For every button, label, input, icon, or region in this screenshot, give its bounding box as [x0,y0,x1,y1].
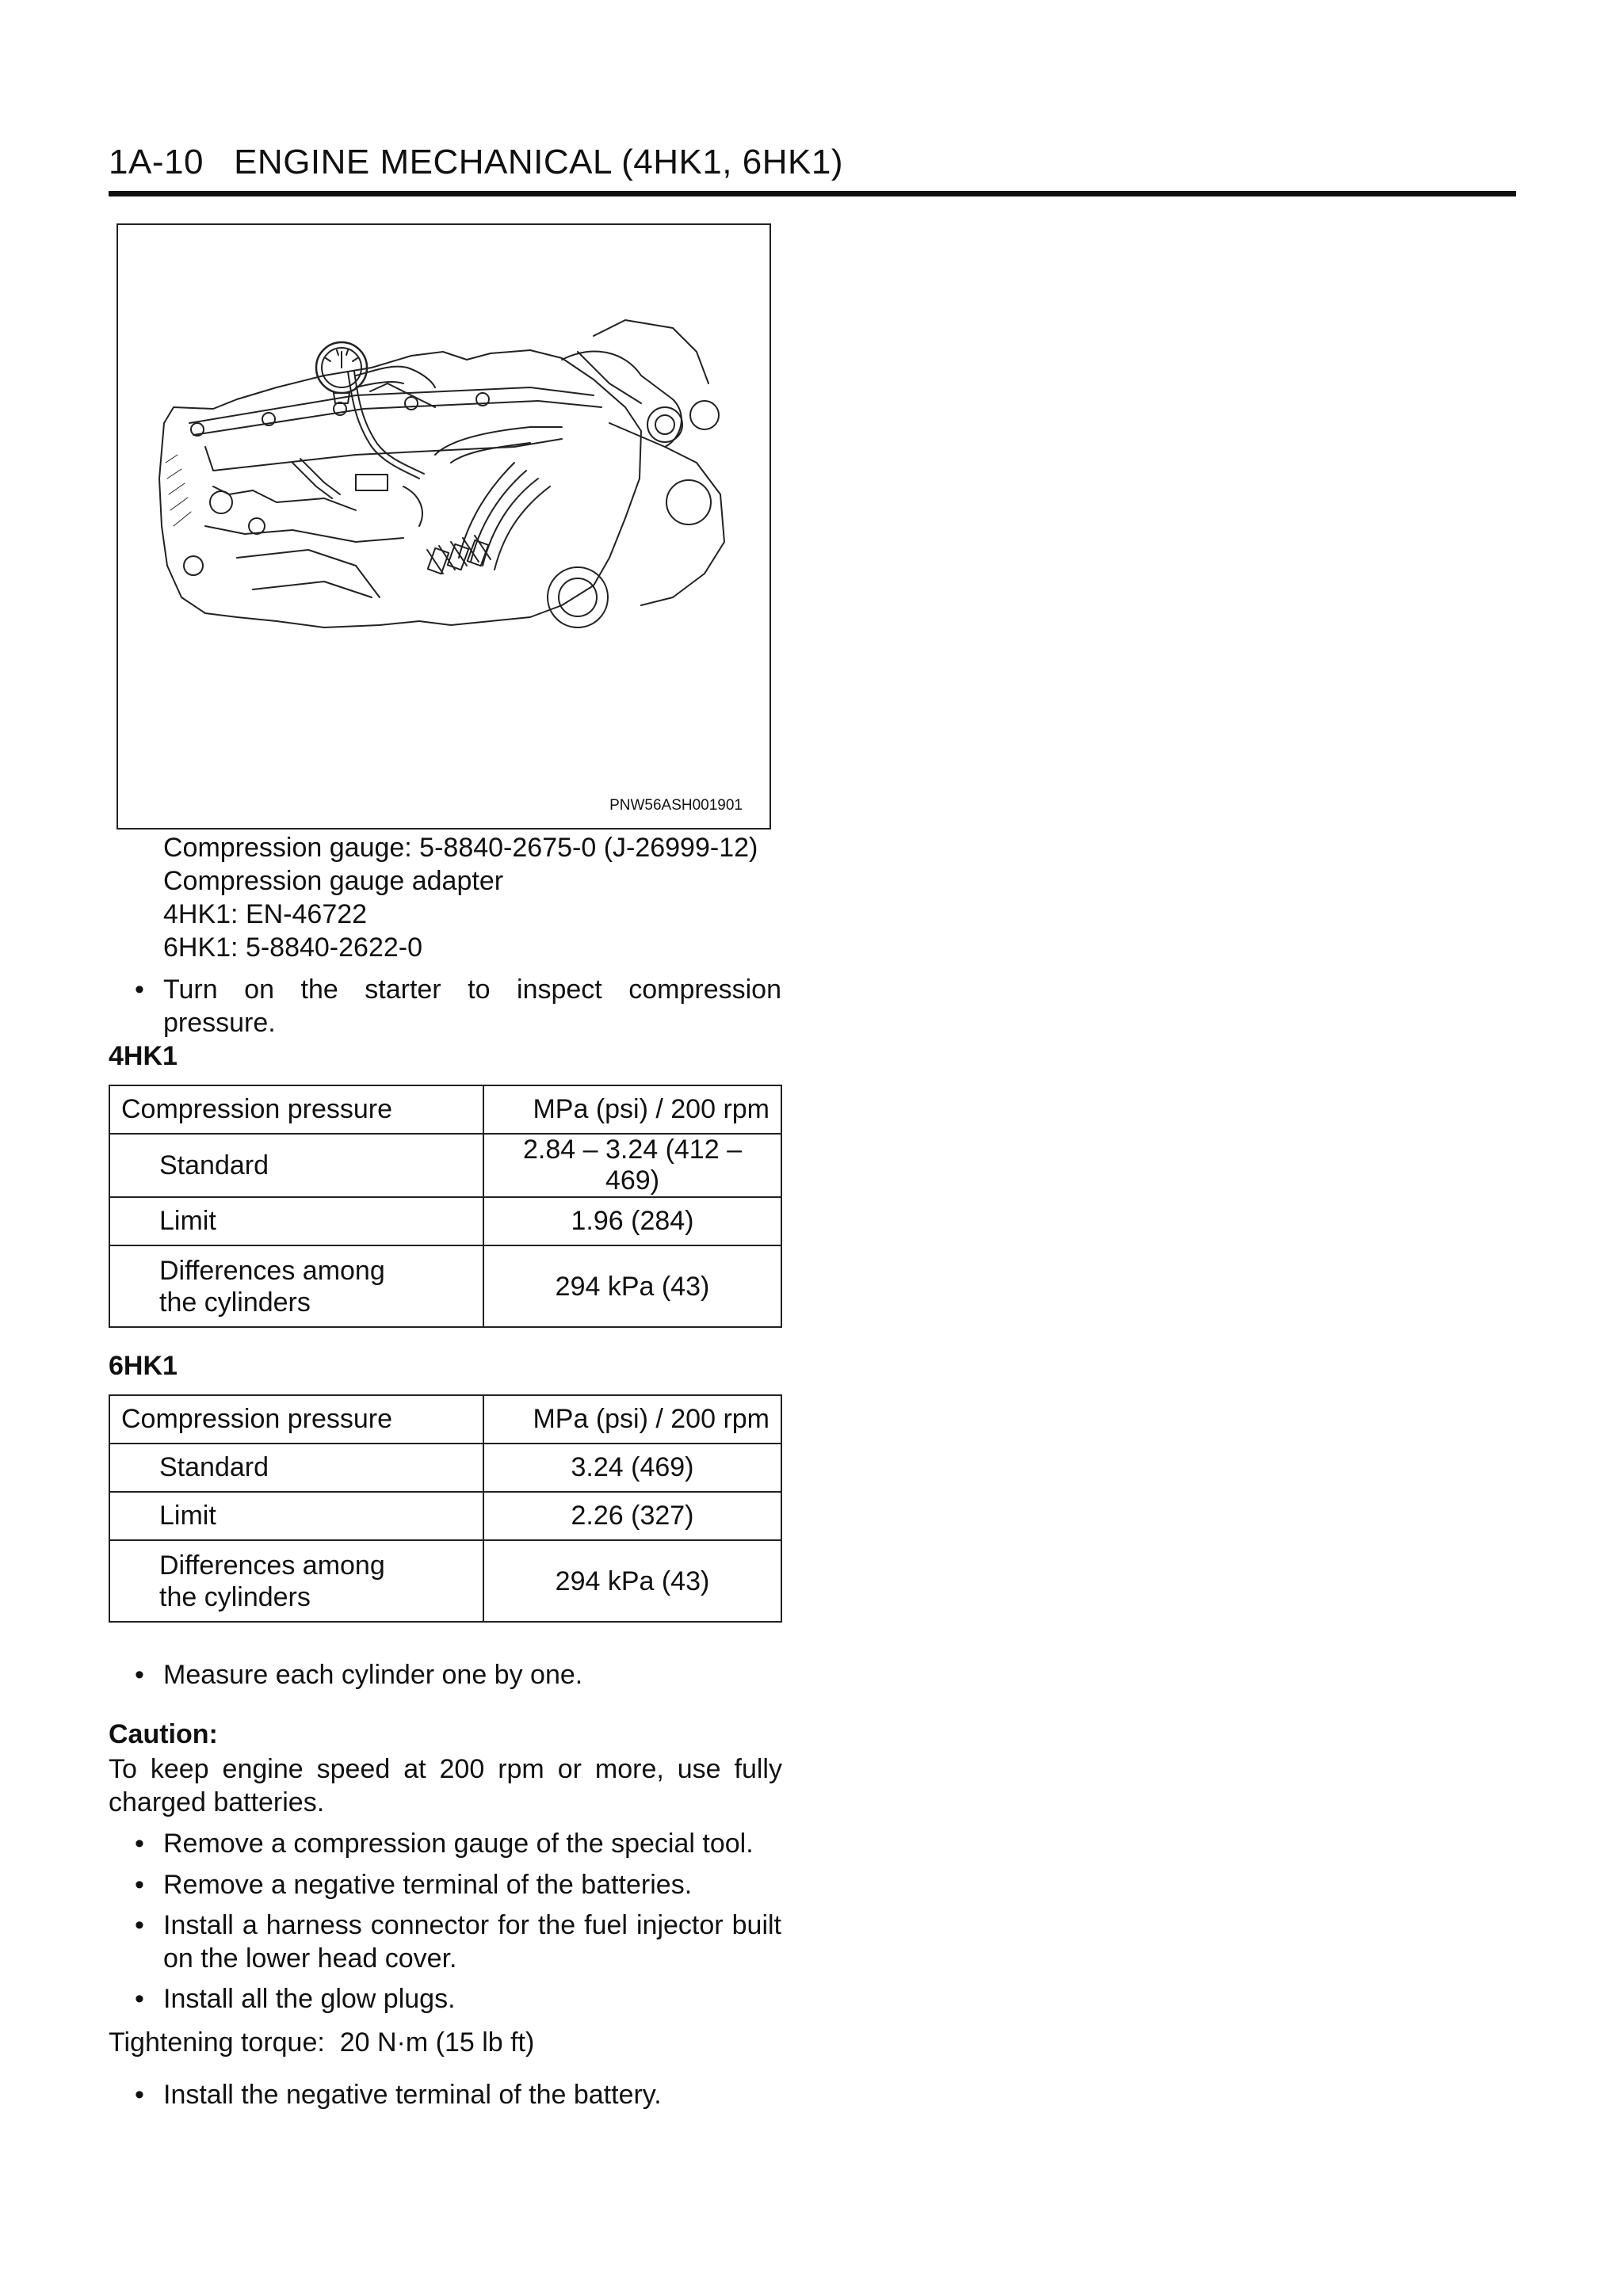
table-cell: Standard [109,1134,483,1197]
figure-id: PNW56ASH001901 [609,797,743,814]
table-cell: Standard [109,1444,483,1492]
bullet-icon: • [135,1870,144,1900]
table-cell: Limit [109,1492,483,1540]
table-cell: 294 kPa (43) [483,1540,781,1622]
engine-line-drawing [118,225,769,828]
step-turn-on-starter-line2: pressure. [163,1008,276,1038]
table-4hk1-title: 4HK1 [109,1041,178,1071]
table-cell-line: the cylinders [159,1287,311,1318]
table-cell: MPa (psi) / 200 rpm [483,1395,781,1444]
bullet-icon: • [135,1910,144,1940]
step-install-harness-connector-line2: on the lower head cover. [163,1943,457,1974]
table-cell: 294 kPa (43) [483,1245,781,1327]
table-cell [109,1245,483,1327]
tool-line-adapter: Compression gauge adapter [163,866,504,896]
table-cell: 3.24 (469) [483,1444,781,1492]
step-remove-gauge-text: Remove a compression gauge of the special tool. [163,1829,754,1859]
header-rule [109,191,1516,196]
table-cell-line: Differences among [159,1255,385,1286]
caution-text-line2: charged batteries. [109,1787,325,1817]
table-6hk1-title: 6HK1 [109,1351,178,1381]
table-4hk1 [109,1085,782,1328]
table-cell: MPa (psi) / 200 rpm [483,1085,781,1134]
step-install-glow-plugs [135,1982,781,2016]
bullet-icon: • [135,1660,144,1690]
table-6hk1 [109,1394,782,1623]
step-measure-each-cylinder [135,1658,781,1691]
caution-text [109,1753,782,1819]
bullet-icon: • [135,2080,144,2110]
table-cell: 2.84 – 3.24 (412 – 469) [483,1134,781,1197]
step-measure-each-cylinder-text: Measure each cylinder one by one. [163,1660,583,1690]
tool-line-6hk1: 6HK1: 5-8840-2622-0 [163,933,423,963]
step-install-harness-connector [135,1909,781,1975]
table-cell: Limit [109,1197,483,1245]
step-install-harness-connector-line1: Install a harness connector for the fuel injector built [163,1910,781,1940]
page-header-title: 1A-10 ENGINE MECHANICAL (4HK1, 6HK1) [109,143,843,181]
table-row [109,1085,781,1134]
engine-compression-illustration [116,223,771,830]
tool-line-gauge: Compression gauge: 5-8840-2675-0 (J-26999-12) [163,833,758,863]
table-cell: Compression pressure [109,1395,483,1444]
tool-line-4hk1: 4HK1: EN-46722 [163,899,368,929]
table-row [109,1492,781,1540]
table-row [109,1444,781,1492]
table-cell-line: Differences among [159,1550,385,1581]
table-row [109,1197,781,1245]
table-row [109,1540,781,1622]
table-row [109,1134,781,1197]
step-turn-on-starter [135,973,781,1039]
step-install-battery-terminal [135,2078,781,2111]
table-cell-line: the cylinders [159,1581,311,1612]
table-cell: Compression pressure [109,1085,483,1134]
caution-text-line1: To keep engine speed at 200 rpm or more, use fully [109,1754,782,1784]
bullet-icon: • [135,974,144,1005]
bullet-icon: • [135,1829,144,1859]
table-cell: 2.26 (327) [483,1492,781,1540]
bullet-icon: • [135,1984,144,2014]
step-turn-on-starter-line1: Turn on the starter to inspect compression [163,974,781,1005]
step-remove-negative-terminal [135,1868,781,1901]
step-remove-gauge [135,1827,781,1860]
step-remove-negative-terminal-text: Remove a negative terminal of the batteries. [163,1870,693,1900]
tightening-torque: Tightening torque: 20 N·m (15 lb ft) [109,2027,535,2058]
table-cell: 1.96 (284) [483,1197,781,1245]
step-install-glow-plugs-text: Install all the glow plugs. [163,1984,456,2014]
step-install-battery-terminal-text: Install the negative terminal of the battery. [163,2080,662,2110]
table-row [109,1395,781,1444]
table-row [109,1245,781,1327]
caution-title: Caution: [109,1719,218,1749]
table-cell [109,1540,483,1622]
